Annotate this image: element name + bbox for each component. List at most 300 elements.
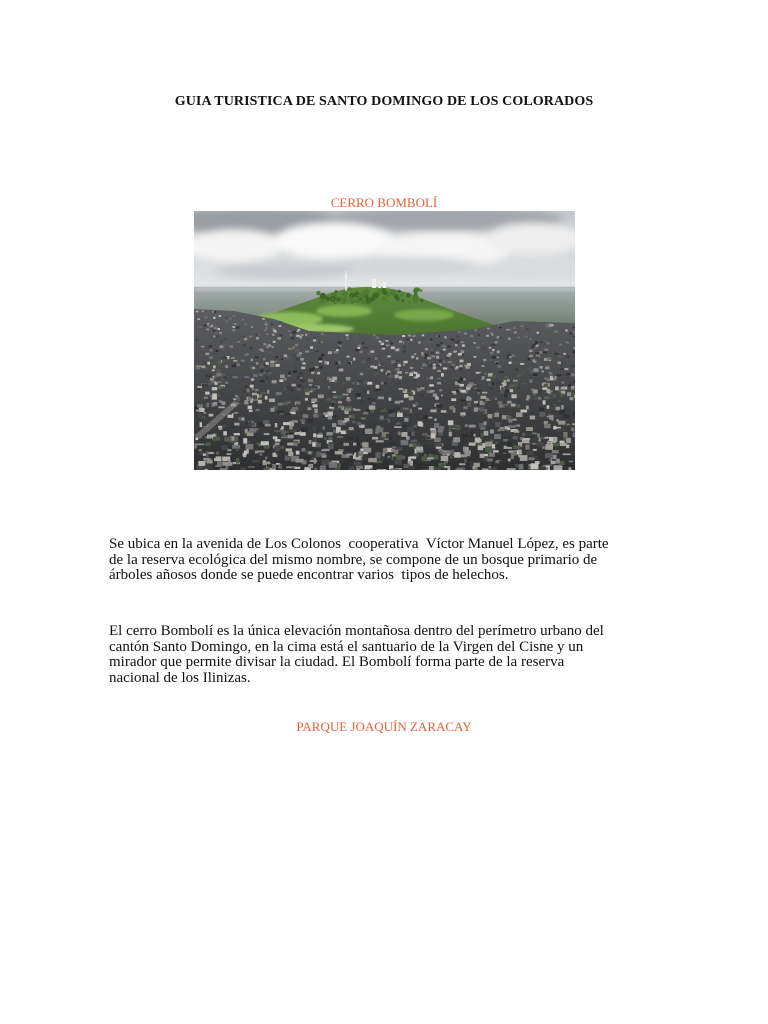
building <box>408 335 411 337</box>
building <box>300 419 305 421</box>
building <box>573 331 575 333</box>
building <box>461 415 464 417</box>
building <box>416 357 418 359</box>
building <box>241 360 245 362</box>
building <box>338 361 341 364</box>
building <box>215 465 220 467</box>
building <box>560 393 564 397</box>
building <box>336 349 339 351</box>
building <box>286 357 289 360</box>
building <box>397 371 402 374</box>
building <box>402 459 408 464</box>
building <box>543 400 546 404</box>
building <box>543 352 547 354</box>
tree <box>420 299 423 302</box>
building <box>410 440 417 443</box>
building <box>338 406 343 409</box>
building <box>288 452 293 456</box>
building <box>513 380 518 382</box>
building <box>204 396 208 399</box>
building <box>338 463 341 469</box>
building <box>229 441 236 443</box>
building <box>558 365 560 367</box>
building <box>546 333 549 335</box>
building <box>544 424 550 429</box>
building <box>276 451 279 454</box>
building <box>516 425 520 427</box>
building <box>552 394 556 398</box>
building <box>195 339 198 341</box>
building <box>513 436 518 440</box>
building <box>228 460 231 464</box>
building <box>226 466 229 468</box>
building <box>478 443 482 446</box>
building <box>376 440 384 442</box>
building <box>502 360 506 362</box>
building <box>215 350 218 352</box>
building <box>391 468 397 470</box>
building <box>328 416 332 420</box>
building <box>507 468 516 470</box>
building <box>279 413 284 415</box>
building <box>533 359 535 361</box>
building <box>451 398 456 401</box>
building <box>362 342 365 344</box>
building <box>292 346 295 349</box>
building <box>406 339 410 341</box>
building <box>574 359 575 361</box>
building <box>399 341 402 343</box>
building <box>508 419 512 423</box>
building <box>480 370 482 372</box>
building <box>358 345 362 347</box>
building <box>481 361 484 364</box>
building <box>467 366 470 368</box>
building <box>214 327 217 329</box>
building <box>449 384 454 388</box>
building <box>509 425 516 428</box>
building <box>205 463 213 469</box>
building <box>508 459 511 462</box>
building <box>243 438 247 443</box>
building <box>443 367 447 369</box>
building <box>470 461 473 467</box>
building <box>486 335 489 337</box>
building <box>340 339 343 341</box>
building <box>261 441 269 445</box>
building <box>281 358 284 360</box>
building <box>478 334 480 336</box>
section-heading-cerro-bomboli: CERRO BOMBOLÍ <box>330 195 438 210</box>
building <box>484 431 489 436</box>
building <box>278 403 283 406</box>
building <box>353 358 356 361</box>
building <box>297 375 300 378</box>
building <box>549 324 552 326</box>
building <box>337 436 343 438</box>
building <box>295 467 301 469</box>
building <box>335 451 343 454</box>
building <box>374 373 379 376</box>
building <box>273 341 276 343</box>
building <box>467 363 471 366</box>
building <box>429 466 434 470</box>
building <box>318 433 322 435</box>
building <box>398 432 401 436</box>
building <box>454 351 457 353</box>
building <box>308 464 313 468</box>
building <box>489 347 492 349</box>
building <box>418 341 421 344</box>
building <box>380 416 384 420</box>
building <box>385 353 388 355</box>
building <box>484 421 487 424</box>
building <box>509 384 513 387</box>
building <box>448 361 452 363</box>
building <box>307 339 310 341</box>
building <box>490 352 494 355</box>
building <box>346 377 351 381</box>
building <box>414 425 417 428</box>
tree <box>357 294 362 299</box>
building <box>410 367 413 369</box>
building <box>522 450 524 454</box>
building <box>391 347 395 350</box>
building <box>448 420 454 425</box>
tree <box>362 300 367 305</box>
building <box>313 404 318 407</box>
building <box>514 450 517 455</box>
building <box>515 369 518 371</box>
building <box>444 380 447 382</box>
building <box>255 451 258 454</box>
building <box>347 389 350 393</box>
building <box>438 449 443 452</box>
building <box>310 347 313 349</box>
building <box>264 330 267 332</box>
building <box>351 414 355 419</box>
building <box>470 335 473 337</box>
building <box>480 428 485 430</box>
building <box>522 433 525 436</box>
building <box>465 452 470 456</box>
tree <box>413 296 419 302</box>
building <box>386 345 390 347</box>
building <box>492 349 495 351</box>
building <box>207 362 210 365</box>
building <box>494 413 499 417</box>
building <box>205 442 211 446</box>
building <box>356 436 358 442</box>
building <box>564 368 568 370</box>
building <box>222 390 225 394</box>
building <box>327 445 333 447</box>
building <box>430 390 434 392</box>
tree <box>408 301 411 304</box>
building <box>201 366 205 369</box>
building <box>378 366 382 368</box>
building <box>385 340 389 342</box>
building <box>388 456 391 459</box>
building <box>232 426 235 429</box>
building <box>252 460 260 462</box>
building <box>296 330 299 332</box>
building <box>401 432 407 437</box>
building <box>425 354 428 357</box>
building <box>283 378 287 381</box>
building <box>260 365 265 368</box>
building <box>482 365 485 367</box>
building <box>392 446 396 448</box>
building <box>346 429 349 433</box>
building <box>420 387 424 390</box>
building <box>560 443 567 446</box>
building <box>567 458 575 461</box>
building <box>516 412 523 417</box>
building <box>318 357 322 360</box>
building <box>533 449 537 451</box>
building <box>378 397 384 400</box>
building <box>526 427 533 431</box>
building <box>275 447 280 452</box>
building <box>530 411 533 413</box>
building <box>540 366 543 369</box>
building <box>382 348 385 350</box>
building <box>554 353 557 355</box>
building <box>275 325 278 327</box>
building <box>265 457 268 460</box>
building <box>303 414 309 418</box>
building <box>357 422 361 426</box>
building <box>236 448 238 451</box>
building <box>338 395 342 399</box>
building <box>547 378 551 381</box>
building <box>520 455 528 461</box>
building <box>349 467 355 471</box>
building <box>309 440 312 444</box>
building <box>292 354 296 357</box>
building <box>539 466 546 470</box>
building <box>368 458 377 462</box>
building <box>360 400 365 404</box>
building <box>477 390 481 392</box>
tree <box>348 287 352 291</box>
building <box>263 420 269 424</box>
building <box>483 359 486 362</box>
sanctuary <box>383 282 386 288</box>
building <box>295 432 301 434</box>
building <box>219 332 222 334</box>
building <box>352 382 355 384</box>
building <box>514 356 518 359</box>
building <box>267 390 269 394</box>
building <box>494 341 497 343</box>
building <box>436 447 442 449</box>
building <box>328 412 334 416</box>
building <box>558 362 561 365</box>
building <box>236 458 239 464</box>
building <box>252 317 255 319</box>
building <box>237 341 240 343</box>
building <box>482 462 488 468</box>
building <box>392 456 396 460</box>
building <box>438 385 441 389</box>
building <box>349 427 354 430</box>
building <box>224 437 231 442</box>
building <box>343 394 349 396</box>
building <box>230 345 234 348</box>
tree <box>370 296 375 301</box>
building <box>288 325 291 327</box>
building <box>504 429 507 431</box>
building <box>272 464 276 469</box>
building <box>574 339 575 341</box>
building <box>317 372 320 375</box>
building <box>403 364 405 366</box>
building <box>207 435 212 439</box>
building <box>467 402 471 407</box>
building <box>244 451 247 455</box>
building <box>470 389 473 393</box>
building <box>429 384 434 386</box>
building <box>427 457 434 459</box>
building <box>272 328 275 330</box>
building <box>355 349 359 351</box>
building <box>460 400 466 402</box>
building <box>243 393 245 395</box>
building <box>526 328 529 330</box>
building <box>364 382 368 384</box>
building <box>561 382 564 384</box>
building <box>225 365 228 368</box>
building <box>509 329 512 331</box>
building <box>402 335 405 337</box>
building <box>430 428 436 430</box>
building <box>205 375 209 378</box>
building <box>529 350 532 352</box>
building <box>433 467 441 470</box>
building <box>481 396 487 399</box>
building <box>305 395 310 398</box>
building <box>285 413 292 415</box>
building <box>336 427 341 432</box>
building <box>274 331 277 333</box>
building <box>370 468 373 470</box>
building <box>244 400 248 404</box>
building <box>209 414 214 417</box>
building <box>275 356 278 358</box>
tree <box>382 296 387 301</box>
building <box>497 350 500 353</box>
building <box>514 332 517 334</box>
building <box>573 412 575 417</box>
building <box>396 455 402 460</box>
building <box>272 380 277 383</box>
building <box>545 453 553 458</box>
building <box>328 351 332 354</box>
building <box>572 441 575 446</box>
building <box>382 346 386 348</box>
building <box>421 469 429 470</box>
building <box>566 424 570 426</box>
building <box>256 333 259 335</box>
text-line: mirador que permite divisar la ciudad. El Bombolí forma parte de la reserva <box>109 654 565 670</box>
building <box>469 443 476 446</box>
building <box>456 390 459 392</box>
building <box>546 444 554 450</box>
building <box>552 411 558 413</box>
building <box>365 429 372 434</box>
building <box>463 378 466 380</box>
building <box>453 393 456 395</box>
building <box>473 342 476 344</box>
building <box>220 468 228 470</box>
building <box>400 400 404 402</box>
building <box>389 409 393 413</box>
building <box>222 378 225 380</box>
building <box>543 330 546 332</box>
building <box>398 364 401 367</box>
building <box>205 317 208 319</box>
building <box>313 437 317 442</box>
building <box>375 357 378 360</box>
building <box>456 336 459 338</box>
building <box>537 332 539 334</box>
building <box>245 429 248 433</box>
building <box>290 334 293 336</box>
building <box>196 410 201 412</box>
building <box>195 438 198 441</box>
tree <box>340 298 346 304</box>
building <box>490 396 495 400</box>
building <box>311 398 317 402</box>
building <box>234 412 238 414</box>
building <box>301 334 304 336</box>
building <box>364 347 368 349</box>
building <box>470 351 473 354</box>
building <box>561 387 566 390</box>
building <box>405 373 410 375</box>
building <box>277 337 281 339</box>
building <box>550 378 553 380</box>
building <box>281 430 286 434</box>
building <box>533 373 538 376</box>
building <box>232 445 240 449</box>
building <box>558 421 565 425</box>
building <box>249 410 253 412</box>
building <box>547 327 550 329</box>
building <box>226 321 229 323</box>
building <box>206 329 209 331</box>
building <box>566 438 571 443</box>
building <box>223 357 227 359</box>
building <box>475 329 478 331</box>
building <box>435 335 438 337</box>
building <box>416 447 423 451</box>
building <box>252 367 255 370</box>
building <box>197 388 200 390</box>
building <box>497 365 501 367</box>
building <box>208 383 212 385</box>
building <box>217 360 221 363</box>
building <box>369 405 375 409</box>
building <box>218 363 221 366</box>
building <box>232 376 237 378</box>
building <box>461 390 466 393</box>
building <box>538 397 541 400</box>
building <box>216 373 221 377</box>
building <box>403 425 407 428</box>
